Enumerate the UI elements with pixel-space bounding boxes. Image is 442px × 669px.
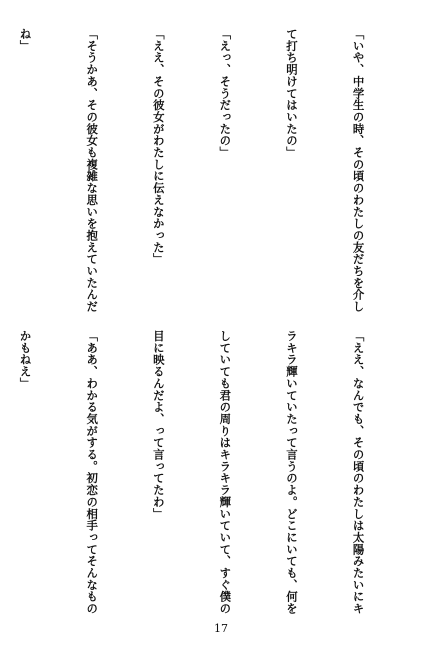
text-line: 「ええ、なんでも、その頃のわたしは太陽みたいにキ (351, 330, 366, 615)
text-line: ね」 (18, 28, 33, 52)
text-block-top (18, 28, 414, 313)
text-line: していても君の周りはキラキラ輝いていて、すぐ僕の (218, 330, 233, 615)
text-line: 「ああ、わかる気がする。初恋の相手ってそんなもの (85, 330, 100, 615)
text-line: 「いや、中学生の時、その頃のわたしの友だちを介し (351, 28, 366, 313)
text-line: 「そうかあ、その彼女も複雑な思いを抱えていたんだ (85, 28, 100, 313)
text-line: 「ええ、その彼女がわたしに伝えなかった」 (151, 28, 166, 265)
text-line: ラキラ輝いていたって言うのよ。どこにいても、何を (284, 330, 299, 615)
text-block-bottom (18, 330, 414, 615)
text-line: かもねえ」 (18, 330, 33, 390)
text-line: 目に映るんだよ、って言ってたわ」 (151, 330, 166, 520)
text-line: て打ち明けてはいたの」 (284, 28, 299, 159)
page-number: 17 (214, 622, 228, 635)
text-line: 「えっ、そうだったの」 (218, 28, 233, 159)
